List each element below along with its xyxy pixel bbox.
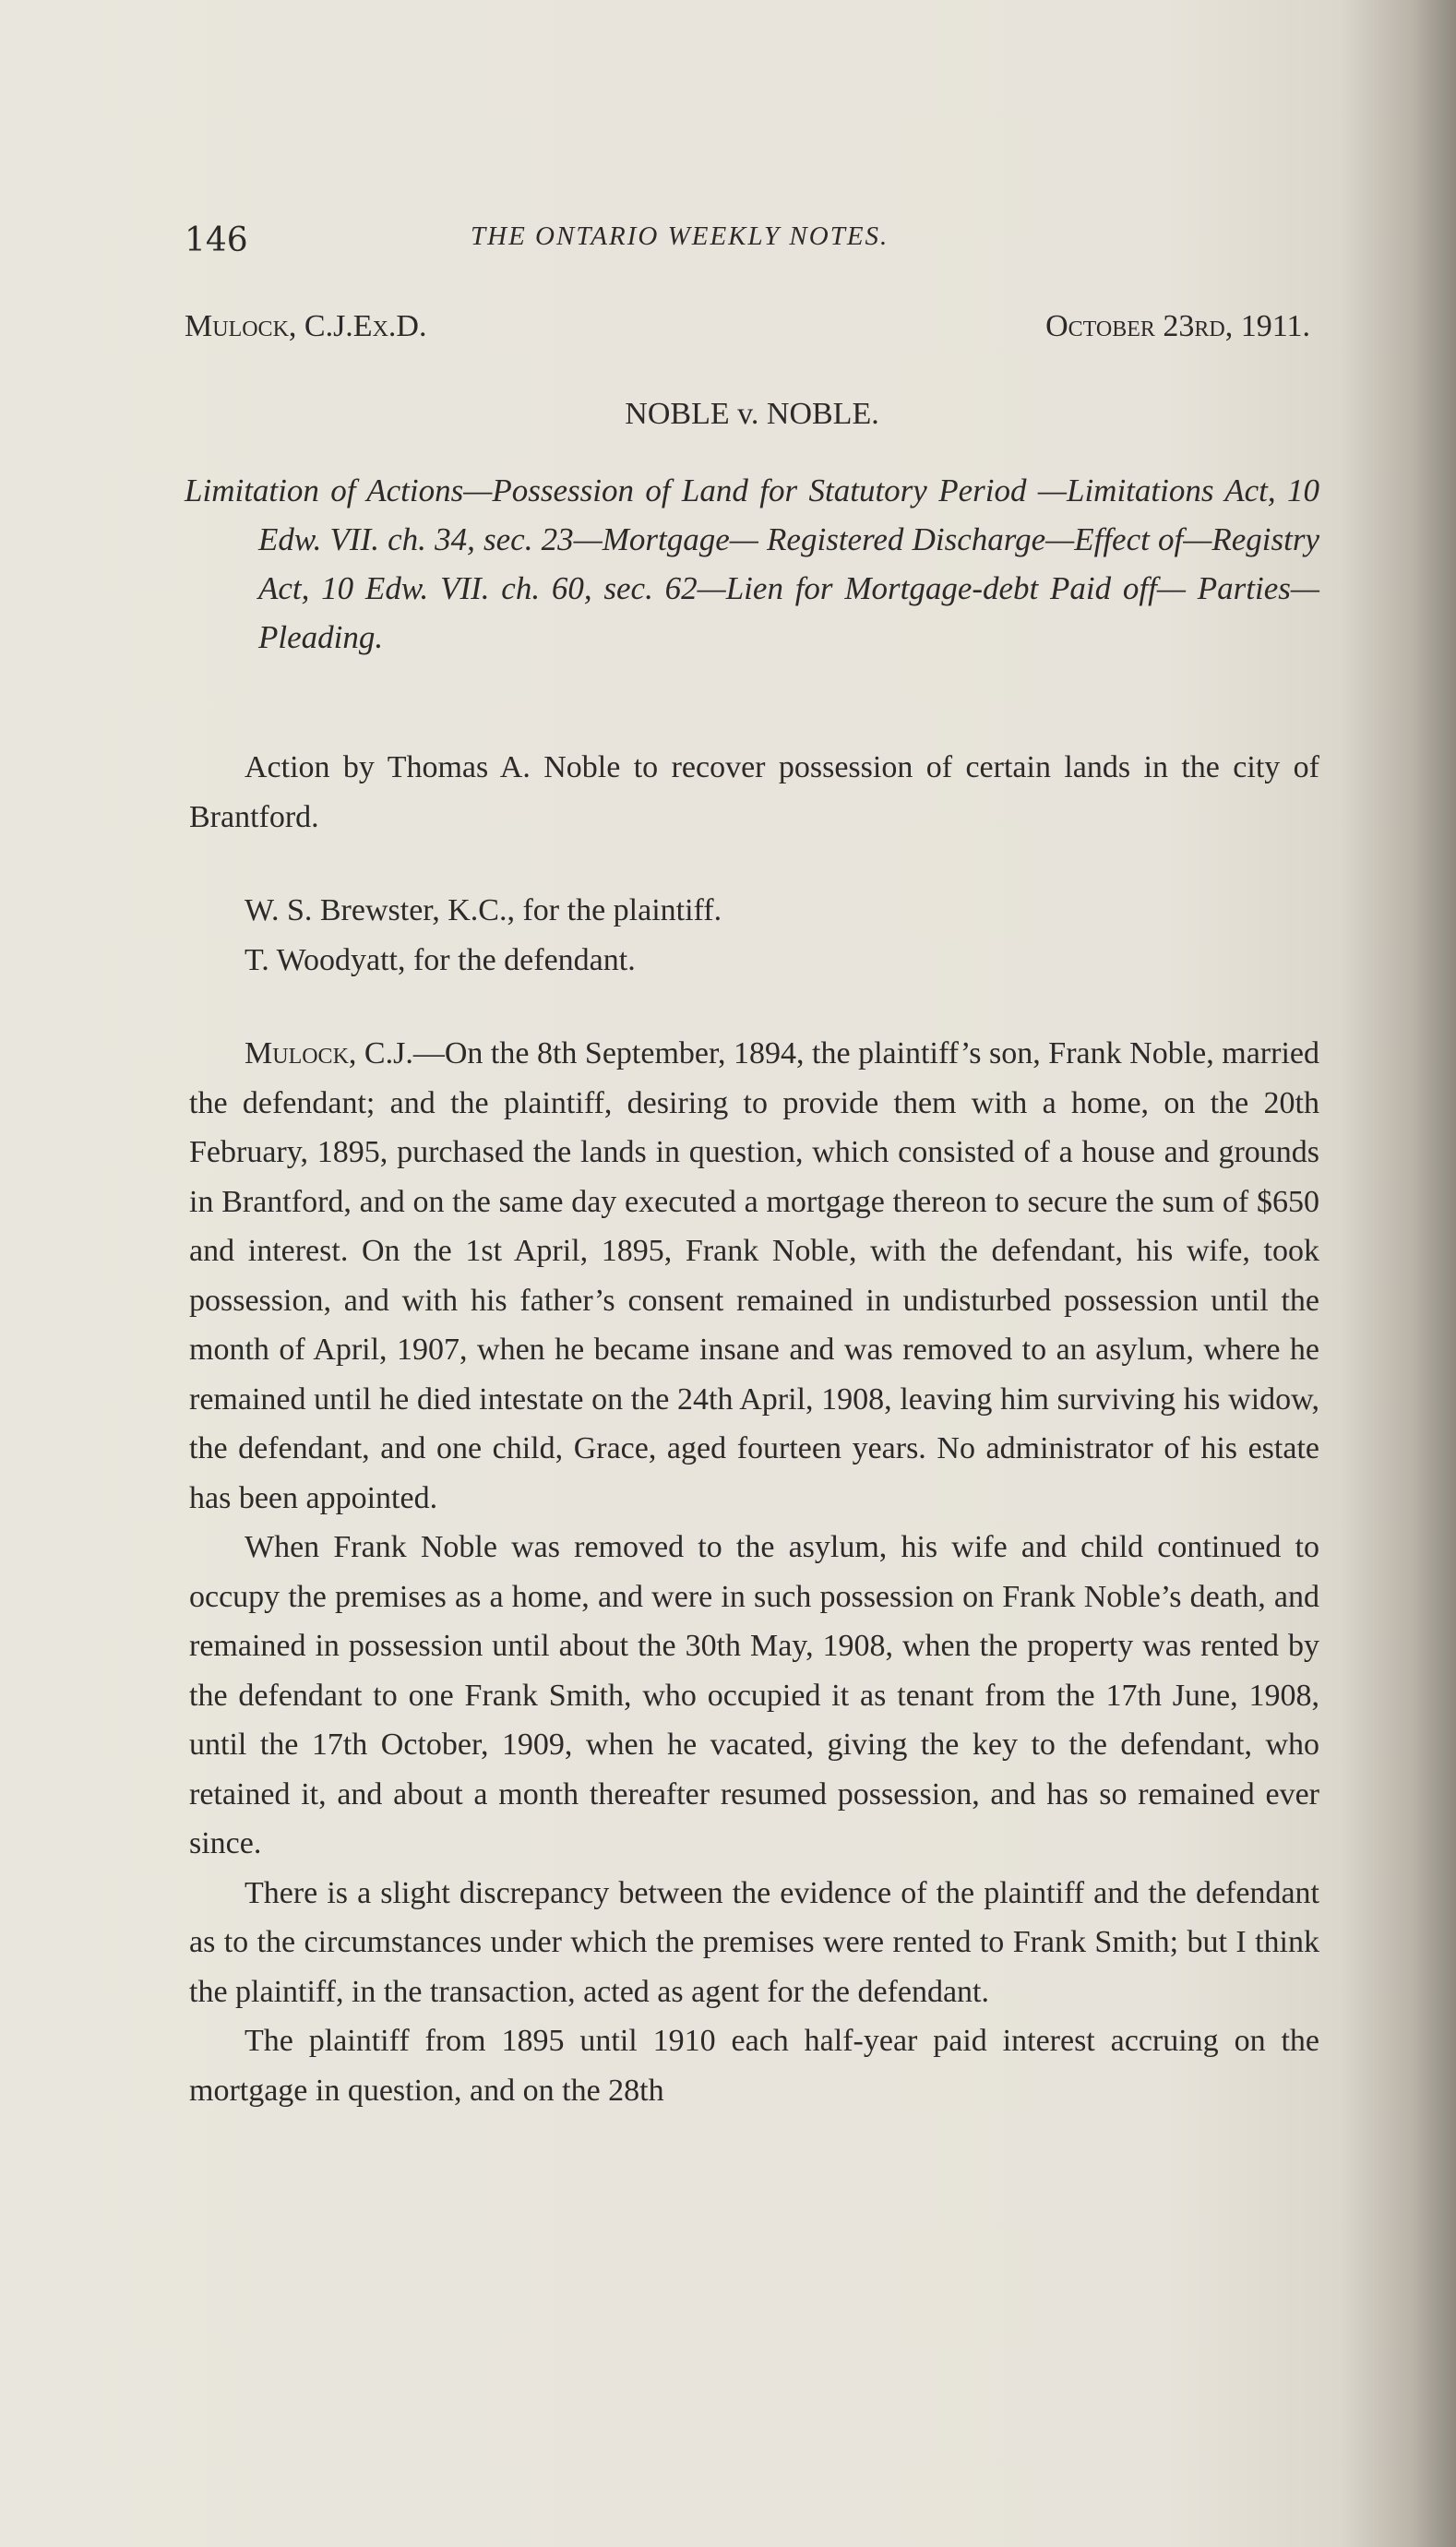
counsel-plaintiff: W. S. Brewster, K.C., for the plaintiff. [245,893,722,927]
case-title: NOBLE v. NOBLE. [625,397,879,431]
judgment-paragraph-1-text: —On the 8th September, 1894, the plaintiff’s son, Frank Noble, married the defendant; and the plaintiff, desiring to provide them with a home, on the 20th February, 1895, purchased the lands in question, which consisted of a house and grounds in Brantford, and on the same day executed a mortgage thereon to secure the sum of $650 and interest. On the 1st April, 1895, Frank Noble, with the defendant, his wife, took possession, and with his father’s consent remained in undisturbed possession until the month of April, 1907, when he became insane and was removed to an asylum, where he remained until he died intestate on the 24th April, 1908, leaving him surviving his widow, the defendant, and one child, Grace, aged fourteen years. No administrator of his estate has been appointed. [189,1036,1319,1515]
judge-name: Mulock, C.J.Ex.D. [185,309,427,343]
action-paragraph: Action by Thomas A. Noble to recover possession of certain lands in the city of Brantford. [189,750,1319,834]
headnote [185,466,1319,662]
counsel-block [189,886,1319,985]
judgment-body [189,1029,1319,2115]
counsel-defendant: T. Woodyatt, for the defendant. [245,942,636,977]
page-header [185,221,1319,268]
judgment-paragraph-1 [189,1029,1319,1523]
action-summary [189,743,1319,842]
judgment-paragraph-2: When Frank Noble was removed to the asylum, his wife and child continued to occupy the premises as a home, and were in such possession on Frank Noble’s death, and remained in possession until about the 30th May, 1908, when the property was rented by the defendant to one Frank Smith, who occupied it as tenant from the 17th June, 1908, until the 17th October, 1909, when he vacated, giving the key to the defendant, who retained it, and about a month thereafter resumed possession, and has so remained ever since. [189,1530,1319,1860]
judgment-paragraph-4: The plaintiff from 1895 until 1910 each half-year paid interest accruing on the mortgage in question, and on the 28th [189,2024,1319,2108]
page-number: 146 [185,221,248,259]
running-title: THE ONTARIO WEEKLY NOTES. [471,221,889,251]
headnote-text: Limitation of Actions—Possession of Land for Statutory Period —Limitations Act, 10 Edw. VII. ch. 34, sec. 23—Mortgage— Registered Discharge—Effect of—Registry Act, 10 Edw. VII. ch. 60, sec. 62—Lien for Mortgage-debt Paid off— Parties—Pleading. [185,472,1319,655]
decision-date: October 23rd, 1911. [1045,309,1310,343]
court-line [185,309,1319,351]
judgment-judge: Mulock, C.J. [245,1036,413,1070]
judgment-paragraph-3: There is a slight discrepancy between the evidence of the plaintiff and the defendant as to the circumstances under which the premises were rented to Frank Smith; but I think the plaintiff, in the transaction, acted as agent for the defendant. [189,1875,1319,2009]
